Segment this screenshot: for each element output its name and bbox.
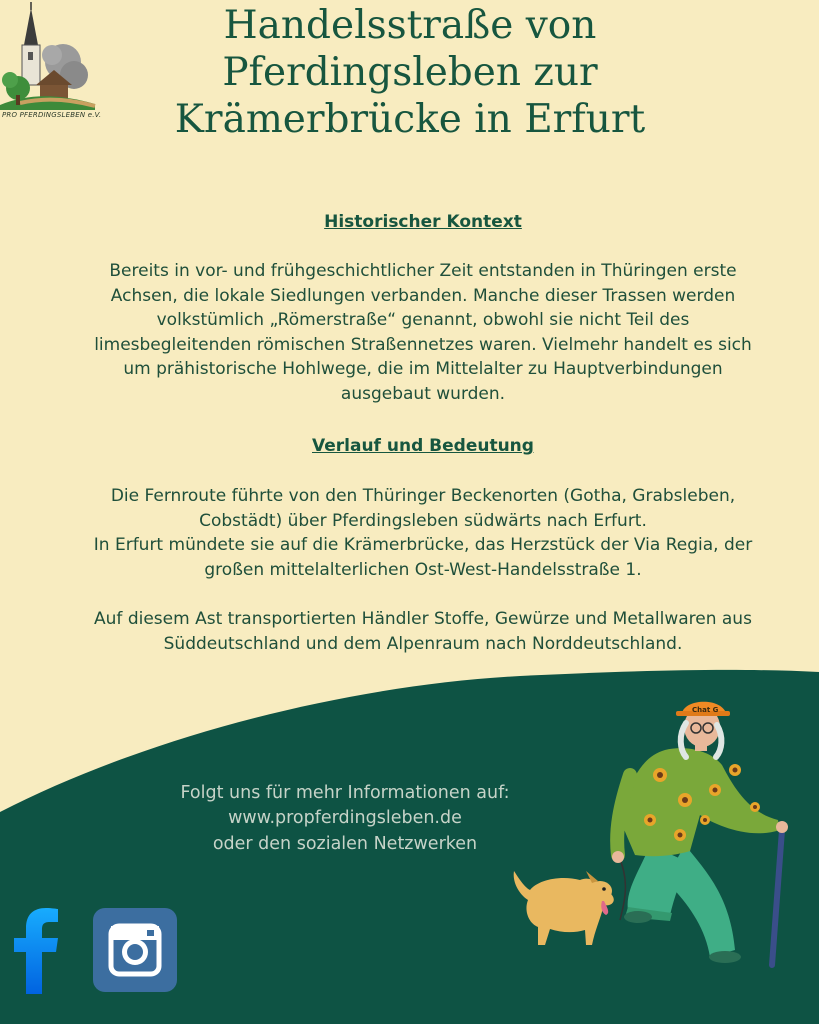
woman-walking-dog-illustration xyxy=(500,695,800,985)
section-heading-historical-context: Historischer Kontext xyxy=(324,212,522,232)
cap-label: Chat G xyxy=(692,706,719,714)
facebook-icon[interactable] xyxy=(12,906,62,994)
pro-pferdingsleben-logo xyxy=(0,0,110,125)
follow-line-1: Folgt uns für mehr Informationen auf: xyxy=(180,783,510,803)
section-paragraph-route: Die Fernroute führte von den Thüringer Beckenorten (Gotha, Grabsleben, Cobstädt) über Pferdingsleben südwärts nach Erfurt. xyxy=(110,486,736,531)
logo-caption: PRO PFERDINGSLEBEN e.V. xyxy=(2,111,102,119)
instagram-icon[interactable] xyxy=(93,908,177,992)
page-title xyxy=(150,2,670,143)
title-line-2: Pferdingsleben zur xyxy=(222,50,598,95)
section-paragraph-kraemerbruecke: In Erfurt mündete sie auf die Krämerbrücke, das Herzstück der Via Regia, der großen mittelalterlichen Ost-West-Handelsstraße 1. xyxy=(93,535,753,580)
title-line-3: Krämerbrücke in Erfurt xyxy=(174,97,646,142)
website-link[interactable]: www.propferdingsleben.de xyxy=(228,808,462,828)
follow-line-3: oder den sozialen Netzwerken xyxy=(212,834,478,854)
title-line-1: Handelsstraße von xyxy=(223,3,597,48)
section-paragraph-trade-goods: Auf diesem Ast transportierten Händler Stoffe, Gewürze und Metallwaren aus Süddeutschland und dem Alpenraum nach Norddeutschland. xyxy=(94,609,752,654)
section-heading-route-significance: Verlauf und Bedeutung xyxy=(312,436,534,456)
section-paragraph-historical-context: Bereits in vor- und frühgeschichtlicher Zeit entstanden in Thüringen erste Achsen, die lokale Siedlungen verbanden. Manche dieser Trassen werden volkstümlich „Römerstraße“ genannt, obwohl sie nicht Teil des limesbegleitenden römischen Straßennetzes waren. Vielmehr handelt es sich um prähistorische Hohlwege, die im Mittelalter zu Hauptverbindungen ausgebaut wurden. xyxy=(94,261,752,404)
